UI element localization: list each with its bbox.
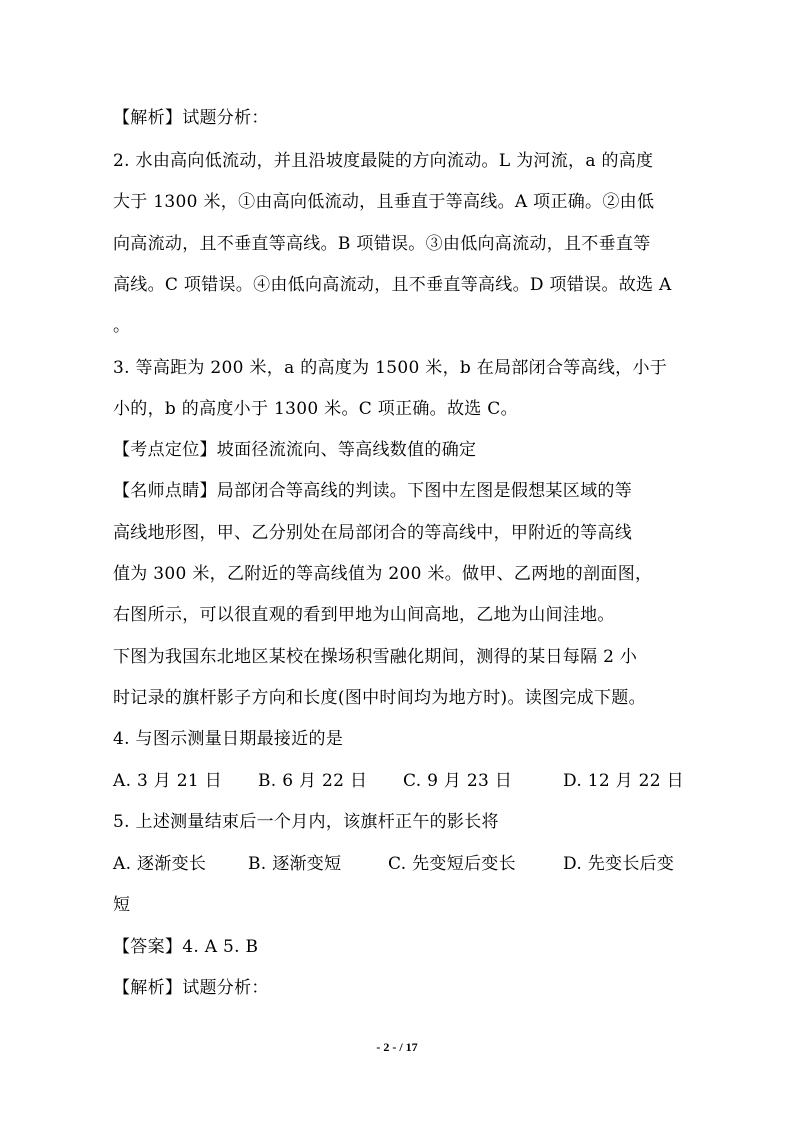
q5-option-c: C. 先变短后变长 — [388, 854, 516, 874]
text-line: 时记录的旗杆影子方向和长度(图中时间均为地方时)。读图完成下题。 — [113, 688, 646, 708]
text-line: 高线。C 项错误。④由低向高流动，且不垂直等高线。D 项错误。故选 A — [113, 275, 672, 295]
q5-options — [113, 853, 693, 875]
analysis-heading: 【解析】试题分析： — [113, 978, 269, 998]
q4-option-d: D. 12 月 22 日 — [563, 771, 684, 791]
text-line: 右图所示，可以很直观的看到甲地为山间高地，乙地为山间洼地。 — [113, 605, 615, 625]
text-line: 4. 与图示测量日期最接近的是 — [113, 729, 344, 749]
text-line: 大于 1300 米，①由高向低流动，且垂直于等高线。A 项正确。②由低 — [113, 192, 655, 212]
page-number: - 2 - / 17 — [376, 1040, 418, 1054]
text-line: 【解析】试题分析： — [113, 108, 269, 128]
q5-stem: 5. 上述测量结束后一个月内，该旗杆正午的影长将 — [113, 812, 499, 832]
text-line: 2. 水由高向低流动，并且沿坡度最陡的方向流动。L 为河流，a 的高度 — [113, 151, 654, 171]
text-line: 值为 300 米，乙附近的等高线值为 200 米。做甲、乙两地的剖面图， — [113, 564, 653, 584]
q4-options — [113, 770, 693, 792]
q4-option-a: A. 3 月 21 日 — [113, 771, 223, 791]
q5-option-d-wrap: 短 — [113, 895, 131, 915]
text-line: 下图为我国东北地区某校在操场积雪融化期间，测得的某日每隔 2 小 — [113, 647, 638, 667]
answer-line: 【答案】4. A 5. B — [113, 937, 259, 957]
q4-option-b: B. 6 月 22 日 — [258, 771, 368, 791]
q5-option-a: A. 逐渐变长 — [113, 854, 207, 874]
text-line: 小的，b 的高度小于 1300 米。C 项正确。故选 C。 — [113, 399, 518, 419]
q5-option-b: B. 逐渐变短 — [248, 854, 342, 874]
q5-option-d: D. 先变长后变 — [563, 854, 675, 874]
text-line: 向高流动，且不垂直等高线。B 项错误。③由低向高流动，且不垂直等 — [113, 234, 651, 254]
text-line: 。 — [113, 316, 131, 336]
text-line: 3. 等高距为 200 米，a 的高度为 1500 米，b 在局部闭合等高线，小于 — [113, 358, 668, 378]
text-line: 【名师点睛】局部闭合等高线的判读。下图中左图是假想某区域的等 — [113, 481, 632, 501]
text-line: 高线地形图，甲、乙分别处在局部闭合的等高线中，甲附近的等高线 — [113, 523, 632, 543]
q4-option-c: C. 9 月 23 日 — [403, 771, 513, 791]
text-line: 【考点定位】坡面径流流向、等高线数值的确定 — [113, 440, 477, 460]
